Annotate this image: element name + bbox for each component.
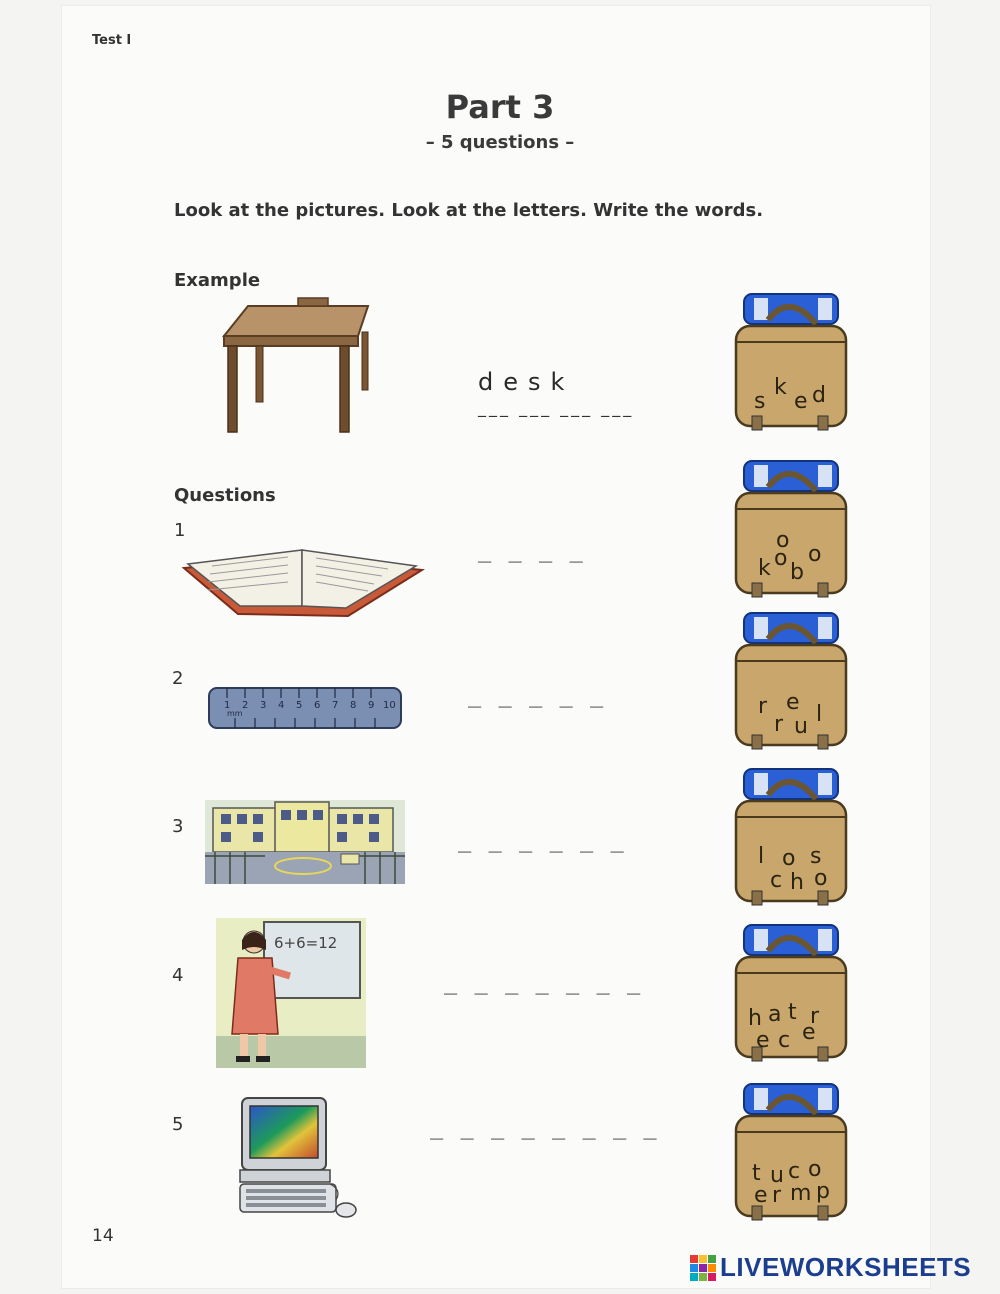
svg-text:10: 10 <box>383 700 396 711</box>
questions-label: Questions <box>174 485 276 506</box>
school-picture <box>205 800 405 884</box>
svg-text:o: o <box>808 1157 822 1182</box>
svg-text:u: u <box>794 714 808 739</box>
svg-text:t: t <box>752 1161 761 1186</box>
svg-text:5: 5 <box>296 700 303 711</box>
question-5-letter-bag <box>730 1080 850 1225</box>
example-letter-bag <box>730 290 850 435</box>
svg-text:2: 2 <box>242 700 249 711</box>
question-2-answer-blanks[interactable]: _ _ _ _ _ <box>468 683 606 708</box>
question-4-answer-blanks[interactable]: _ _ _ _ _ _ _ <box>444 970 643 995</box>
svg-text:o: o <box>774 546 788 571</box>
svg-text:8: 8 <box>350 700 357 711</box>
svg-text:p: p <box>816 1179 830 1204</box>
svg-text:o: o <box>808 542 822 567</box>
computer-picture <box>236 1096 360 1222</box>
part-subtitle: – 5 questions – <box>425 132 575 153</box>
svg-text:h: h <box>790 870 804 895</box>
question-5-number: 5 <box>172 1114 184 1135</box>
svg-text:l: l <box>758 844 765 869</box>
page-number: 14 <box>92 1226 114 1246</box>
svg-text:s: s <box>810 844 822 869</box>
part-title: Part 3 <box>445 88 555 126</box>
svg-text:r: r <box>772 1183 782 1208</box>
svg-text:4: 4 <box>278 700 285 711</box>
question-2-letter-bag <box>730 609 850 754</box>
svg-text:b: b <box>790 560 804 585</box>
question-2-number: 2 <box>172 668 184 689</box>
question-4-number: 4 <box>172 965 184 986</box>
book-picture <box>178 528 426 620</box>
svg-text:e: e <box>794 389 808 414</box>
question-4-letter-bag <box>730 921 850 1066</box>
svg-text:s: s <box>754 389 766 414</box>
teacher-picture <box>216 918 366 1068</box>
svg-text:3: 3 <box>260 700 267 711</box>
svg-text:6+6=12: 6+6=12 <box>274 934 338 952</box>
svg-text:r: r <box>810 1004 820 1029</box>
question-1-answer-blanks[interactable]: _ _ _ _ <box>478 538 585 563</box>
svg-text:1: 1 <box>224 700 231 711</box>
svg-text:6: 6 <box>314 700 321 711</box>
ruler-picture <box>205 684 405 734</box>
example-label: Example <box>174 270 261 291</box>
svg-text:d: d <box>812 383 826 408</box>
svg-text:e: e <box>802 1020 816 1045</box>
svg-text:o: o <box>814 866 828 891</box>
svg-text:mm: mm <box>227 709 243 718</box>
svg-text:e: e <box>754 1183 768 1208</box>
svg-text:o: o <box>782 846 796 871</box>
svg-text:r: r <box>758 694 768 719</box>
svg-text:r: r <box>774 712 784 737</box>
svg-text:c: c <box>778 1028 791 1053</box>
question-3-answer-blanks[interactable]: _ _ _ _ _ _ <box>458 828 626 853</box>
question-5-answer-blanks[interactable]: _ _ _ _ _ _ _ _ <box>430 1115 659 1140</box>
desk-picture <box>218 296 378 436</box>
question-3-letter-bag <box>730 765 850 910</box>
svg-text:c: c <box>770 868 783 893</box>
svg-text:9: 9 <box>368 700 375 711</box>
svg-text:a: a <box>768 1002 782 1027</box>
svg-text:k: k <box>758 556 771 581</box>
question-1-number: 1 <box>174 520 186 541</box>
svg-text:k: k <box>774 375 787 400</box>
question-3-number: 3 <box>172 816 184 837</box>
svg-text:l: l <box>816 702 823 727</box>
liveworksheets-grid-icon <box>690 1255 716 1281</box>
brand-name: LIVEWORKSHEETS <box>720 1252 972 1282</box>
svg-text:t: t <box>788 1000 797 1025</box>
svg-text:h: h <box>748 1006 762 1031</box>
svg-text:e: e <box>756 1028 770 1053</box>
svg-text:c: c <box>788 1159 801 1184</box>
svg-text:o: o <box>776 528 790 553</box>
liveworksheets-logo[interactable] <box>690 1252 971 1283</box>
test-header: Test I <box>92 33 132 48</box>
svg-text:e: e <box>786 690 800 715</box>
svg-text:u: u <box>770 1163 784 1188</box>
svg-text:7: 7 <box>332 700 339 711</box>
instruction-text: Look at the pictures. Look at the letters. Write the words. <box>174 200 764 221</box>
question-1-letter-bag <box>730 457 850 602</box>
svg-text:m: m <box>790 1181 812 1206</box>
example-answer: desk ___ ___ ___ ___ <box>478 368 635 417</box>
